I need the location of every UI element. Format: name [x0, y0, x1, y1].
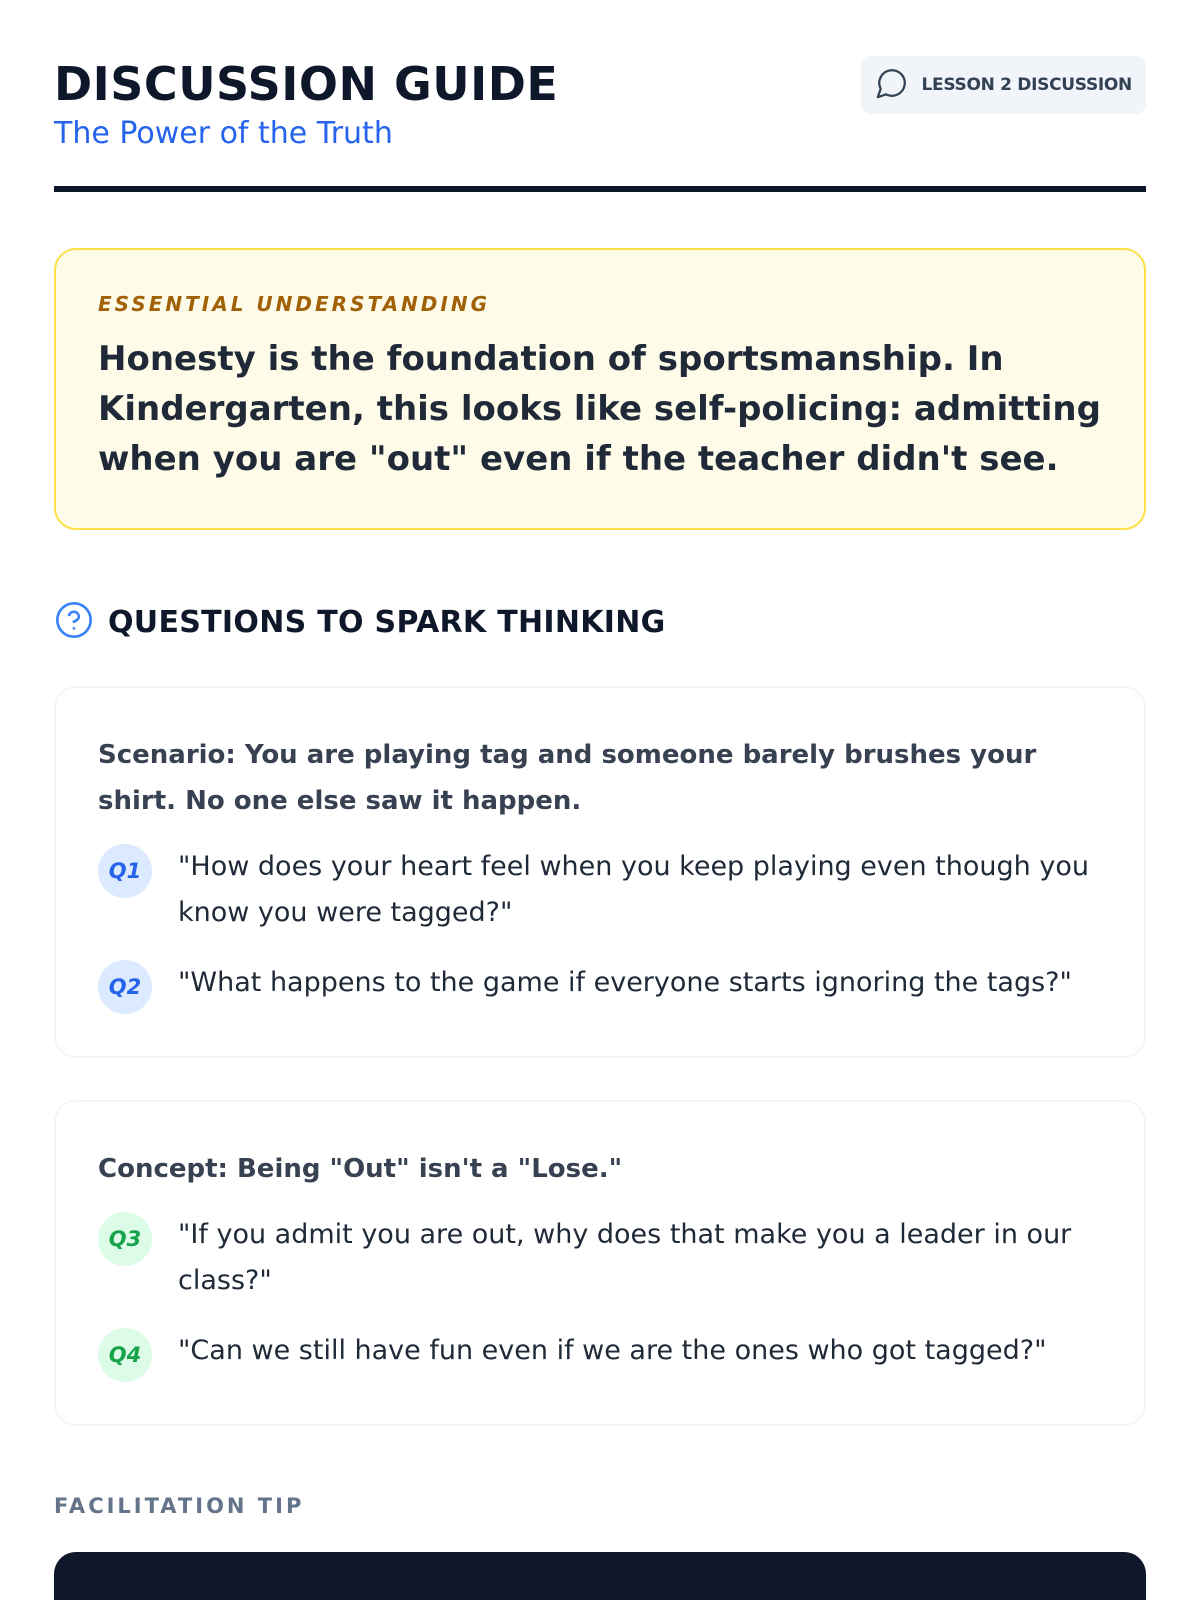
- facilitation-tip-label: FACILITATION TIP: [54, 1494, 305, 1518]
- question-text: "How does your heart feel when you keep playing even though you know you were tagged?": [178, 851, 1089, 928]
- question-text: "What happens to the game if everyone starts ignoring the tags?": [178, 967, 1072, 998]
- scenario-card: [54, 686, 1146, 1058]
- question-item: [98, 844, 1102, 936]
- facilitation-tip-box: [54, 1552, 1146, 1600]
- question-number-badge: Q3: [98, 1212, 152, 1266]
- page-title: DISCUSSION GUIDE: [54, 57, 559, 111]
- question-item: [98, 1328, 1102, 1382]
- question-text: "If you admit you are out, why does that make you a leader in our class?": [178, 1219, 1072, 1296]
- question-circle-icon: [54, 600, 94, 644]
- question-number-badge: Q4: [98, 1328, 152, 1382]
- essential-label: ESSENTIAL UNDERSTANDING: [98, 292, 490, 316]
- questions-section-heading: [54, 600, 666, 644]
- essential-text: Honesty is the foundation of sportsmanship. In Kindergarten, this looks like self-policing: admitting when you are "out" even if the teacher didn't see.: [98, 339, 1101, 479]
- lesson-badge-label: LESSON 2 DISCUSSION: [921, 75, 1132, 95]
- page-subtitle: The Power of the Truth: [54, 116, 393, 151]
- questions-section-title: QUESTIONS TO SPARK THINKING: [108, 604, 666, 640]
- question-item: [98, 1212, 1102, 1304]
- page-header: [54, 56, 1146, 188]
- concept-card: [54, 1100, 1146, 1426]
- header-divider: [54, 186, 1146, 192]
- question-item: [98, 960, 1102, 1014]
- essential-understanding-box: [54, 248, 1146, 530]
- card-lead: Concept: Being "Out" isn't a "Lose.": [98, 1154, 623, 1184]
- card-lead: Scenario: You are playing tag and someone barely brushes your shirt. No one else saw it happen.: [98, 740, 1037, 816]
- question-number-badge: Q1: [98, 844, 152, 898]
- discussion-guide-page: [54, 0, 1146, 1600]
- speech-bubble-icon: [875, 66, 909, 104]
- question-number-badge: Q2: [98, 960, 152, 1014]
- lesson-badge: [861, 56, 1146, 114]
- question-text: "Can we still have fun even if we are the ones who got tagged?": [178, 1335, 1047, 1366]
